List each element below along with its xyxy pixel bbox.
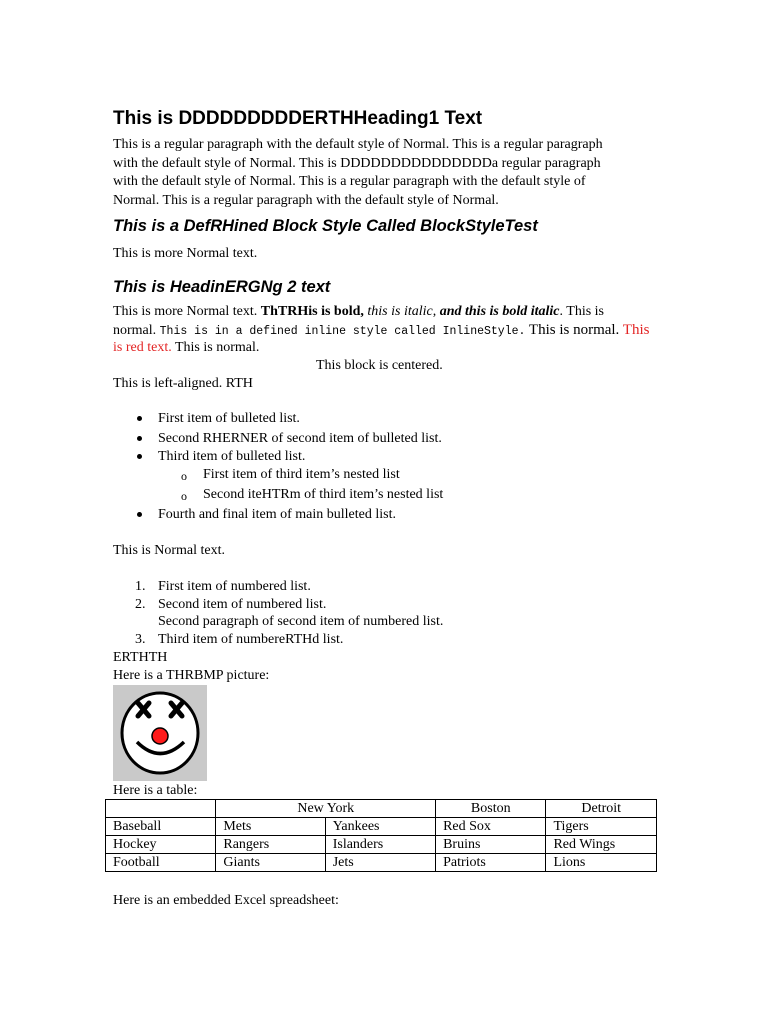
mixed-format-line-2 — [113, 321, 649, 341]
table-cell: Jets — [325, 854, 435, 872]
inline-style-text: This is in a defined inline style called InlineStyle. — [159, 325, 526, 338]
list-number: 3. — [135, 632, 146, 647]
bullet-marker — [137, 512, 142, 517]
table-cell: Red Wings — [546, 836, 657, 854]
left-aligned-text: This is left-aligned. RTH — [113, 376, 253, 391]
table-row — [106, 836, 657, 854]
bold-italic-text: and this is bold italic — [439, 304, 560, 319]
bmp-label: Here is a THRBMP picture: — [113, 668, 270, 683]
intro-line: with the default style of Normal. This is DDDDDDDDDDDDDDDa regular paragraph — [113, 155, 601, 171]
table-cell: Baseball — [106, 818, 216, 836]
list-item: Third item of bulleted list. — [158, 449, 306, 464]
comma-text: , — [432, 304, 440, 319]
table-cell: Tigers — [546, 818, 657, 836]
list-number: 1. — [135, 579, 146, 594]
table-cell: Yankees — [325, 818, 435, 836]
list-number: 2. — [135, 597, 146, 612]
table-header-row — [106, 800, 657, 818]
table-row — [106, 854, 657, 872]
bold-text: ThTRHis is bold, — [260, 304, 368, 319]
list-item: Fourth and final item of main bulleted list. — [158, 507, 396, 522]
heading-1: This is DDDDDDDDDERTHHeading1 Text — [113, 108, 483, 129]
intro-line: with the default style of Normal. This is a regular paragraph with the default style of — [113, 174, 586, 189]
plain-text: . This is — [559, 304, 605, 319]
numbered-item: Second item of numbered list. — [158, 597, 327, 612]
intro-line: Normal. This is a regular paragraph with the default style of Normal. — [113, 192, 499, 208]
nested-bullet-marker: o — [181, 469, 187, 483]
table-cell: Red Sox — [436, 818, 546, 836]
more-normal-text: This is more Normal text. — [113, 246, 258, 261]
table-cell: Islanders — [325, 836, 435, 854]
heading-2: This is HeadinERGNg 2 text — [113, 278, 331, 296]
centered-block: This block is centered. — [316, 358, 443, 373]
table-label: Here is a table: — [113, 783, 198, 798]
mixed-format-line-3 — [113, 339, 259, 357]
table-row — [106, 818, 657, 836]
list-item: Second RHERNER of second item of bulleted list. — [158, 431, 442, 446]
normal-text: This is Normal text. — [113, 543, 225, 558]
numbered-item: First item of numbered list. — [158, 579, 311, 594]
red-text: is red text. — [113, 340, 172, 355]
table-cell: Mets — [216, 818, 325, 836]
plain-text: This is normal. — [525, 322, 623, 338]
nested-list-item: First item of third item’s nested list — [203, 467, 400, 482]
numbered-item: Third item of numbereRTHd list. — [158, 632, 344, 647]
bullet-marker — [137, 454, 142, 459]
table-cell: Football — [106, 854, 216, 872]
table-cell: Giants — [216, 854, 325, 872]
table-header-cell: New York — [216, 800, 436, 818]
plain-text: normal. — [113, 323, 160, 338]
intro-paragraph — [113, 136, 643, 210]
plain-text: This is normal. — [171, 340, 260, 355]
table-header-cell: Detroit — [546, 800, 657, 818]
table-header-cell: Boston — [436, 800, 546, 818]
table-header-cell — [106, 800, 216, 818]
table-cell: Hockey — [106, 836, 216, 854]
nested-list-item: Second iteHTRm of third item’s nested list — [203, 487, 444, 502]
italic-text: this is italic — [367, 304, 433, 319]
sports-table — [105, 799, 657, 872]
clown-face-picture — [113, 685, 207, 781]
nested-bullet-marker: o — [181, 489, 187, 503]
intro-line: This is a regular paragraph with the default style of Normal. This is a regular paragraph — [113, 137, 603, 152]
mixed-format-line-1 — [113, 303, 604, 321]
table-cell: Lions — [546, 854, 657, 872]
red-text: This — [622, 322, 650, 338]
clown-face-icon — [113, 685, 207, 781]
bullet-marker — [137, 436, 142, 441]
list-item: First item of bulleted list. — [158, 411, 300, 426]
bullet-marker — [137, 416, 142, 421]
plain-text: This is more Normal text. — [113, 304, 261, 319]
block-style-heading: This is a DefRHined Block Style Called BlockStyleTest — [113, 217, 538, 235]
table-cell: Bruins — [436, 836, 546, 854]
excel-label: Here is an embedded Excel spreadsheet: — [113, 893, 339, 908]
erthth-text: ERTHTH — [113, 650, 168, 665]
numbered-item-paragraph: Second paragraph of second item of numbered list. — [158, 614, 444, 629]
table-cell: Rangers — [216, 836, 325, 854]
table-cell: Patriots — [436, 854, 546, 872]
